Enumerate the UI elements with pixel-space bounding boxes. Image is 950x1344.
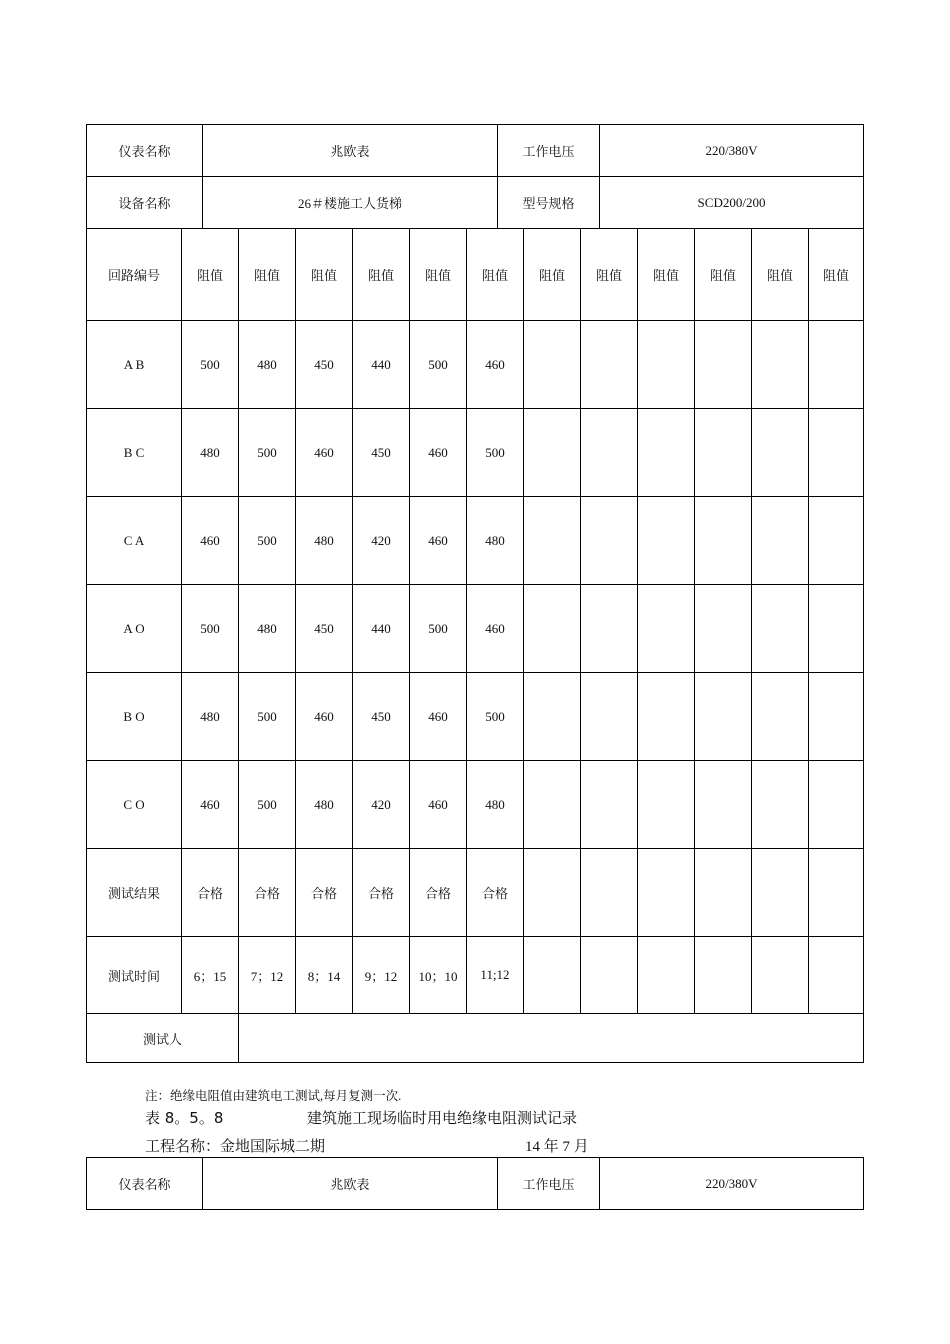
test-result-value [695, 849, 752, 937]
resistance-column-header: 阻值 [410, 229, 467, 321]
project-name: 工程名称：金地国际城二期 [145, 1139, 326, 1155]
resistance-value: 420 [353, 497, 410, 585]
equipment-value: 26＃楼施工人货梯 [203, 177, 498, 229]
resistance-value: 500 [467, 673, 524, 761]
model-value: SCD200/200 [600, 177, 864, 229]
test-result-value [752, 849, 809, 937]
test-time-value [524, 937, 581, 1014]
instrument-label: 仪表名称 [87, 1158, 203, 1210]
test-result-value [581, 849, 638, 937]
test-result-value: 合格 [410, 849, 467, 937]
resistance-value [524, 409, 581, 497]
resistance-value [809, 761, 864, 849]
resistance-value [524, 761, 581, 849]
resistance-value [809, 409, 864, 497]
resistance-value: 460 [296, 409, 353, 497]
resistance-value [752, 673, 809, 761]
resistance-value [524, 585, 581, 673]
resistance-value [809, 585, 864, 673]
resistance-value [581, 497, 638, 585]
resistance-value [638, 409, 695, 497]
tester-row [87, 1014, 864, 1063]
resistance-column-header: 阻值 [524, 229, 581, 321]
resistance-value: 500 [239, 673, 296, 761]
resistance-value: 450 [353, 409, 410, 497]
resistance-value: 500 [239, 497, 296, 585]
resistance-value [752, 497, 809, 585]
circuit-label: A O [87, 585, 182, 673]
resistance-column-header: 阻值 [809, 229, 864, 321]
resistance-value: 500 [410, 585, 467, 673]
test-result-value: 合格 [296, 849, 353, 937]
instrument-row [87, 1158, 864, 1210]
circuit-row [87, 761, 864, 849]
test-time-value: 7；12 [239, 937, 296, 1014]
resistance-value [809, 321, 864, 409]
footnote: 注：绝缘电阻值由建筑电工测试,每月复测一次. [145, 1089, 402, 1103]
resistance-column-header: 阻值 [182, 229, 239, 321]
model-label: 型号规格 [498, 177, 600, 229]
grid-body [87, 229, 864, 1063]
form-title: 建筑施工现场临时用电绝缘电阻测试记录 [307, 1109, 578, 1127]
test-result-value: 合格 [467, 849, 524, 937]
resistance-value [524, 497, 581, 585]
resistance-column-header: 阻值 [296, 229, 353, 321]
resistance-value: 460 [182, 761, 239, 849]
resistance-value [581, 585, 638, 673]
resistance-value [752, 585, 809, 673]
test-time-row [87, 937, 864, 1014]
resistance-value [581, 409, 638, 497]
circuit-label: C A [87, 497, 182, 585]
resistance-value: 500 [239, 761, 296, 849]
test-time-value: 10；10 [410, 937, 467, 1014]
test-time-value: 9；12 [353, 937, 410, 1014]
resistance-value [752, 761, 809, 849]
resistance-value [638, 761, 695, 849]
resistance-value: 480 [239, 585, 296, 673]
test-result-value [638, 849, 695, 937]
resistance-value [695, 497, 752, 585]
resistance-value [752, 409, 809, 497]
resistance-value [695, 409, 752, 497]
instrument-row [87, 125, 864, 177]
test-time-value [809, 937, 864, 1014]
resistance-value [809, 497, 864, 585]
resistance-value: 460 [410, 761, 467, 849]
voltage-label: 工作电压 [498, 125, 600, 177]
resistance-value: 460 [410, 409, 467, 497]
test-time-value: 8；14 [296, 937, 353, 1014]
instrument-label: 仪表名称 [87, 125, 203, 177]
circuit-row [87, 585, 864, 673]
equipment-label: 设备名称 [87, 177, 203, 229]
resistance-value: 450 [296, 585, 353, 673]
test-result-value [524, 849, 581, 937]
resistance-column-header: 阻值 [353, 229, 410, 321]
resistance-value: 480 [467, 497, 524, 585]
resistance-column-header: 阻值 [467, 229, 524, 321]
instrument-value: 兆欧表 [203, 125, 498, 177]
resistance-value: 460 [182, 497, 239, 585]
tester-value [239, 1014, 864, 1063]
resistance-value [695, 585, 752, 673]
resistance-value: 500 [410, 321, 467, 409]
resistance-value: 480 [296, 497, 353, 585]
instrument-value: 兆欧表 [203, 1158, 498, 1210]
resistance-value [695, 761, 752, 849]
resistance-value: 460 [296, 673, 353, 761]
resistance-value: 480 [467, 761, 524, 849]
resistance-value: 460 [467, 321, 524, 409]
resistance-value: 480 [182, 409, 239, 497]
resistance-value: 440 [353, 321, 410, 409]
resistance-value: 480 [239, 321, 296, 409]
resistance-value: 420 [353, 761, 410, 849]
resistance-column-header: 阻值 [752, 229, 809, 321]
test-time-value [752, 937, 809, 1014]
resistance-value: 480 [296, 761, 353, 849]
resistance-value: 460 [410, 673, 467, 761]
resistance-value [581, 761, 638, 849]
resistance-column-header: 阻值 [239, 229, 296, 321]
resistance-value [638, 585, 695, 673]
grid-header-row [87, 229, 864, 321]
circuit-label: A B [87, 321, 182, 409]
tester-label: 测试人 [87, 1014, 239, 1063]
test-result-value: 合格 [182, 849, 239, 937]
test-result-value: 合格 [353, 849, 410, 937]
resistance-value [638, 321, 695, 409]
equipment-row [87, 177, 864, 229]
test-time-value [581, 937, 638, 1014]
resistance-value: 480 [182, 673, 239, 761]
resistance-value: 500 [239, 409, 296, 497]
voltage-value: 220/380V [600, 125, 864, 177]
circuit-label: C O [87, 761, 182, 849]
resistance-value: 500 [182, 321, 239, 409]
resistance-value: 500 [467, 409, 524, 497]
circuit-label: B C [87, 409, 182, 497]
resistance-column-header: 阻值 [695, 229, 752, 321]
test-time-value [638, 937, 695, 1014]
resistance-value [638, 497, 695, 585]
resistance-value: 450 [296, 321, 353, 409]
test-time-value [695, 937, 752, 1014]
circuit-row [87, 409, 864, 497]
next-instrument-info-table [86, 1157, 864, 1210]
resistance-value [695, 321, 752, 409]
resistance-value [581, 321, 638, 409]
resistance-grid [86, 228, 864, 1063]
resistance-value [809, 673, 864, 761]
resistance-value [638, 673, 695, 761]
resistance-value: 450 [353, 673, 410, 761]
resistance-value [752, 321, 809, 409]
test-result-row [87, 849, 864, 937]
resistance-value: 460 [467, 585, 524, 673]
resistance-column-header: 阻值 [581, 229, 638, 321]
record-date: 14 年 7 月 [525, 1139, 589, 1155]
test-time-label: 测试时间 [87, 937, 182, 1014]
test-result-label: 测试结果 [87, 849, 182, 937]
resistance-value: 440 [353, 585, 410, 673]
circuit-row [87, 321, 864, 409]
test-result-value [809, 849, 864, 937]
test-result-value: 合格 [239, 849, 296, 937]
resistance-value: 500 [182, 585, 239, 673]
circuit-row [87, 497, 864, 585]
test-time-value: 6；15 [182, 937, 239, 1014]
circuit-label: B O [87, 673, 182, 761]
voltage-label: 工作电压 [498, 1158, 600, 1210]
instrument-info-table [86, 124, 864, 229]
resistance-column-header: 阻值 [638, 229, 695, 321]
resistance-value: 460 [410, 497, 467, 585]
resistance-value [695, 673, 752, 761]
circuit-row [87, 673, 864, 761]
voltage-value: 220/380V [600, 1158, 864, 1210]
form-number: 表 8。5。8 [145, 1109, 224, 1127]
resistance-value [581, 673, 638, 761]
resistance-value [524, 673, 581, 761]
circuit-number-label: 回路编号 [87, 229, 182, 321]
test-time-value: 11;12 [467, 937, 524, 1014]
resistance-value [524, 321, 581, 409]
